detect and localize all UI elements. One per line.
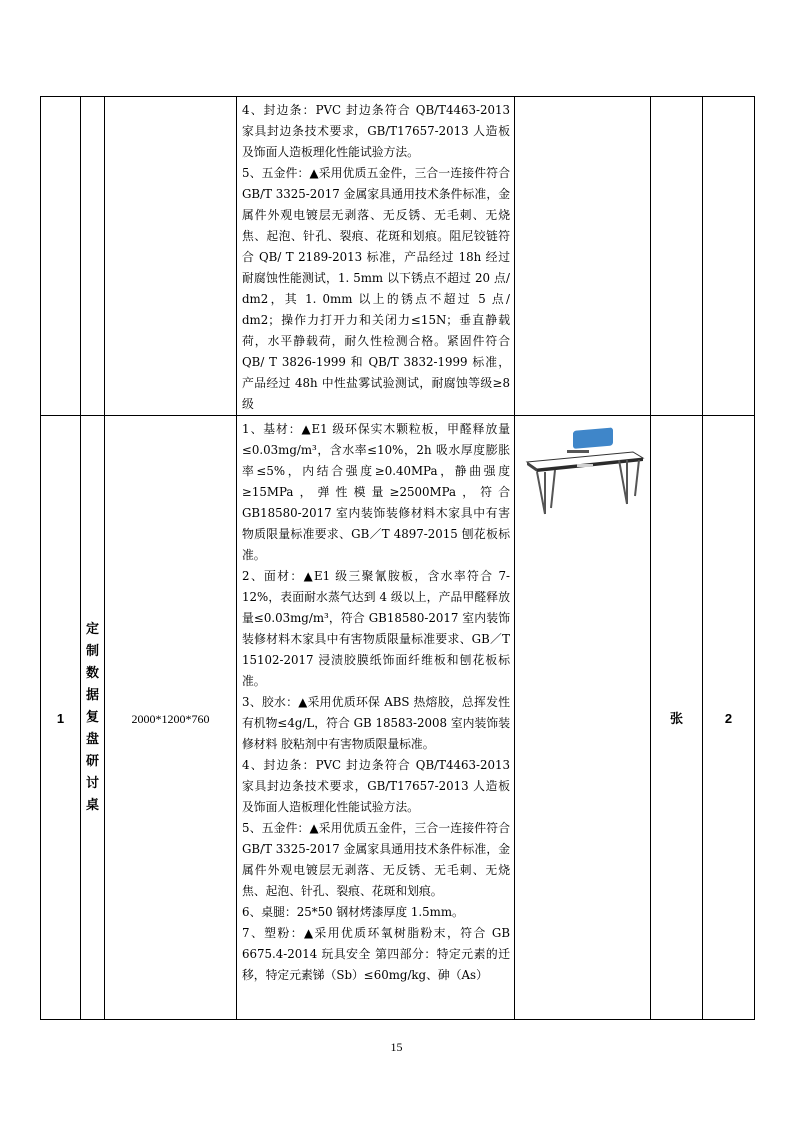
product-size: 2000*1200*760 [131, 712, 210, 726]
page-number: 15 [390, 1040, 403, 1054]
tech-paragraph: 5、五金件：▲采用优质五金件，三合一连接件符合 GB/T 3325-2017 金属家具通用技术条件标准，金属件外观电镀层无剥落、无反锈、无毛刺、无烧焦、起泡、针孔、裂痕、花斑和划痕。 [242, 821, 510, 898]
unit-cell [651, 97, 703, 416]
table-row-item [41, 416, 755, 1020]
quantity-value: 2 [724, 711, 733, 726]
tech-paragraph: 4、封边条：PVC 封边条符合 QB/T4463-2013 家具封边条技术要求，GB/T17657-2013 人造板及饰面人造板理化性能试验方法。 [242, 103, 510, 159]
tech-paragraph: 2、面材：▲E1 级三聚氰胺板，含水率符合 7-12%，表面耐水蒸气达到 4 级以上，产品甲醛释放量≤0.03mg/m³，符合 GB18580-2017 室内装饰装修材料木家具中有害物质限量标准要求、GB／T 15102-2017 浸渍胶膜纸饰面纤维板和刨花板标准。 [242, 569, 510, 688]
tech-paragraph: 5、五金件：▲采用优质五金件，三合一连接件符合 GB/T 3325-2017 金属家具通用技术条件标准，金属件外观电镀层无剥落、无反锈、无毛刺、无烧焦、起泡、针孔、裂痕、花斑和划痕。阻尼铰链符合 QB/ T 2189-2013 标准，产品经过 18h 经过耐腐蚀性能测试，1. 5mm 以下锈点不超过 20 点/ dm2，其 1. 0mm 以上的锈点不超过 5 点/ dm2；操作力打开力和关闭力≤15N；垂直静载荷，水平静载荷，耐久性检测合格。紧固件符合 QB/ T 3826-1999 和 QB/T 3832-1999 标准，产品经过 48h 中性盐雾试验测试，耐腐蚀等级≥8 级 [242, 166, 510, 411]
tech-paragraph: 4、封边条：PVC 封边条符合 QB/T4463-2013 家具封边条技术要求，GB/T17657-2013 人造板及饰面人造板理化性能试验方法。 [242, 758, 510, 814]
desk-panel [573, 427, 613, 448]
tech-paragraph: 1、基材：▲E1 级环保实木颗粒板，甲醛释放量≤0.03mg/m³，含水率≤10%，2h 吸水厚度膨胀率≤5%，内结合强度≥0.40MPa，静曲强度≥15MPa，弹性模量≥2500MPa，符合 GB18580-2017 室内装饰装修材料木家具中有害物质限量标准要求、GB／T 4897-2015 刨花板标准。 [242, 422, 510, 562]
tech-params-cell [237, 97, 515, 416]
desk-leg [551, 470, 555, 508]
desk-leg [619, 460, 627, 504]
tech-paragraph: 6、桌腿：25*50 钢材烤漆厚度 1.5mm。 [242, 905, 464, 919]
index-cell [41, 416, 81, 1020]
desk-image [515, 416, 651, 526]
table-row-continued [41, 97, 755, 416]
product-name: 定制数据复盘研讨桌 [85, 621, 99, 813]
item-index: 1 [56, 711, 65, 726]
name-cell [81, 97, 105, 416]
quantity-cell [703, 97, 755, 416]
desk-drawer [577, 464, 593, 467]
desk-leg [635, 460, 639, 496]
name-cell [81, 416, 105, 1020]
image-cell [515, 97, 651, 416]
spec-cell [105, 416, 237, 1020]
unit-cell [651, 416, 703, 1020]
tech-paragraph: 7、塑粉：▲采用优质环氧树脂粉末，符合 GB 6675.4-2014 玩具安全 第四部分：特定元素的迁移，特定元素锑（Sb）≤60mg/kg、砷（As） [242, 926, 510, 982]
quantity-cell [703, 416, 755, 1020]
image-cell [515, 416, 651, 1020]
tech-params-cell [237, 416, 515, 1020]
tech-paragraph: 3、胶水：▲采用优质环保 ABS 热熔胶，总挥发性有机物≤4g/L，符合 GB 18583-2008 室内装饰装修材料 胶粘剂中有害物质限量标准。 [242, 695, 510, 751]
desk-leg [537, 472, 545, 514]
desk-shelf [567, 450, 589, 453]
unit-label: 张 [669, 712, 683, 727]
spec-table [40, 96, 755, 1020]
spec-cell [105, 97, 237, 416]
index-cell [41, 97, 81, 416]
